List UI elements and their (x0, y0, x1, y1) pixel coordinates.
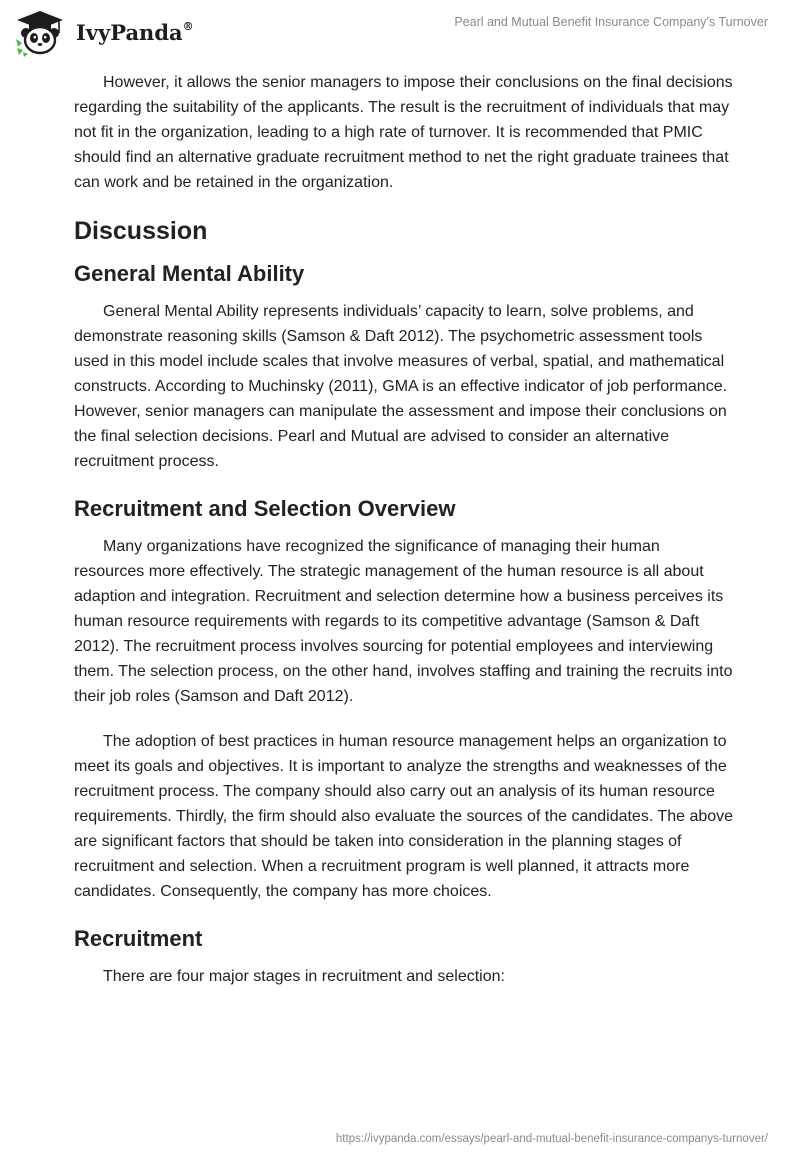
panda-logo-icon (14, 9, 66, 57)
recruitment-heading: Recruitment (74, 926, 203, 951)
document-title: Pearl and Mutual Benefit Insurance Company's Turnover (454, 15, 768, 29)
intro-paragraph: However, it allows the senior managers to impose their conclusions on the final decisions regarding the suitability of the applicants. The result is the recruitment of individuals that may not fit in the organization, leading to a high rate of turnover. It is recommended that PMIC should find an alternative graduate recruitment method to net the right graduate trainees that can work and be retained in the organization. (74, 74, 733, 191)
gma-paragraph: General Mental Ability represents individuals’ capacity to learn, solve problems, and demonstrate reasoning skills (Samson & Daft 2012). The psychometric assessment tools used in this model include scales that involve measures of verbal, spatial, and mathematical constructs. According to Muchinsky (2011), GMA is an effective indicator of job performance. However, senior managers can manipulate the assessment and impose their conclusions on the final selection decisions. Pearl and Mutual are advised to consider an alternative recruitment process. (74, 303, 728, 470)
overview-paragraph-2: The adoption of best practices in human resource management helps an organization to meet its goals and objectives. It is important to analyze the strengths and weaknesses of the recruitment process. The company should also carry out an analysis of its human resource requirements. Thirdly, the firm should also evaluate the sources of the candidates. The above are significant factors that should be taken into consideration in the planning stages of recruitment and selection. When a recruitment program is well planned, it attracts more candidates. Consequently, the company has more choices. (74, 733, 734, 900)
discussion-heading: Discussion (74, 217, 208, 245)
brand-name: IvyPanda® (76, 20, 194, 45)
source-url-link[interactable]: https://ivypanda.com/essays/pearl-and-mutual-benefit-insurance-companys-turnover/ (335, 1133, 768, 1145)
brand-logo[interactable] (14, 9, 214, 57)
essay-content (74, 70, 734, 1009)
page-header (0, 0, 800, 64)
recruitment-paragraph: There are four major stages in recruitment and selection: (103, 968, 505, 985)
overview-heading: Recruitment and Selection Overview (74, 496, 456, 521)
gma-heading: General Mental Ability (74, 261, 305, 286)
registered-mark: ® (182, 20, 194, 33)
overview-paragraph-1: Many organizations have recognized the significance of managing their human resources more effectively. The strategic management of the human resource is all about adaption and integration. Recruitment and selection determine how a business perceives its human resource requirements with regards to its competitive advantage (Samson & Daft 2012). The recruitment process involves sourcing for potential employees and interviewing them. The selection process, on the other hand, involves staffing and training the recruits into their job roles (Samson and Daft 2012). (74, 538, 733, 705)
